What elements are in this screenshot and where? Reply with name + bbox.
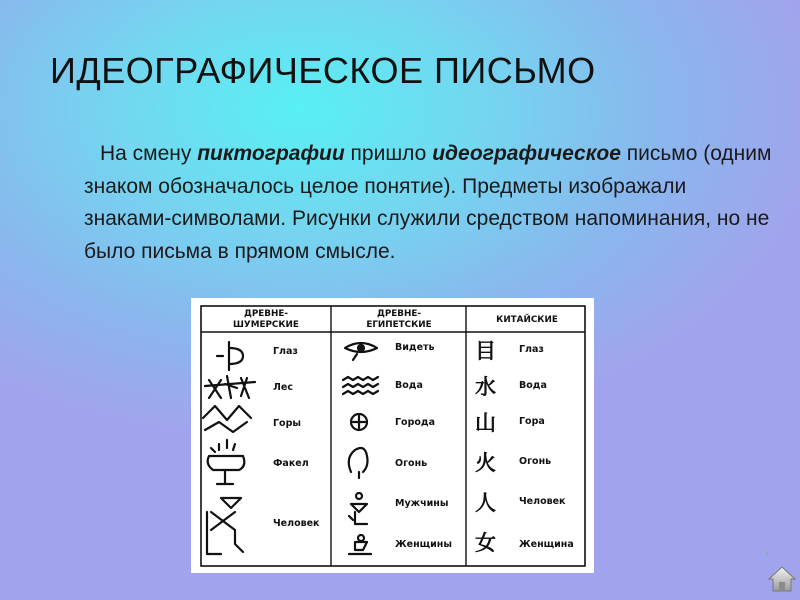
egyptian-women-glyph <box>349 535 371 554</box>
egyptian-eye-glyph <box>345 343 377 360</box>
egyptian-label-4: Огонь <box>395 458 428 469</box>
egyptian-fire-glyph <box>349 448 368 478</box>
sumerian-forest-glyph <box>205 376 255 398</box>
egyptian-label-6: Женщины <box>395 539 452 550</box>
chinese-label-6: Женщина <box>519 539 574 550</box>
chinese-char-1: 目 <box>475 339 496 363</box>
header-chinese: КИТАЙСКИЕ <box>496 315 558 325</box>
body-paragraph <box>84 138 774 268</box>
home-icon <box>766 563 798 595</box>
chinese-label-3: Гора <box>519 416 545 427</box>
emphasis-pictography: пиктографии <box>197 142 345 165</box>
sumerian-man-glyph <box>207 498 243 554</box>
chinese-char-4: 火 <box>475 451 496 475</box>
sumerian-torch-glyph <box>208 440 245 484</box>
sumerian-label-4: Факел <box>273 458 309 469</box>
writing-comparison-table <box>191 298 594 573</box>
chinese-label-4: Огонь <box>519 456 552 467</box>
home-button[interactable] <box>766 563 798 595</box>
header-sumerian-line2: ШУМЕРСКИЕ <box>233 320 299 330</box>
sumerian-label-3: Горы <box>273 418 301 429</box>
text-part-1: На смену <box>100 142 198 165</box>
sumerian-label-1: Глаз <box>273 346 298 357</box>
chinese-char-3: 山 <box>475 411 496 435</box>
header-sumerian-line1: ДРЕВНЕ- <box>243 309 289 319</box>
header-egyptian-line1: ДРЕВНЕ- <box>376 309 422 319</box>
sumerian-mountains-glyph <box>203 406 251 432</box>
egyptian-label-3: Города <box>395 417 435 428</box>
chinese-label-2: Вода <box>519 380 547 391</box>
text-part-2: пришло <box>344 142 433 165</box>
chinese-char-5: 人 <box>475 491 496 515</box>
egyptian-label-5: Мужчины <box>395 498 449 509</box>
sumerian-label-5: Человек <box>273 518 320 529</box>
egyptian-water-glyph <box>343 377 378 394</box>
decorative-dot <box>766 553 768 555</box>
chinese-char-2: 水 <box>475 375 496 399</box>
sumerian-label-2: Лес <box>273 382 293 393</box>
chinese-char-6: 女 <box>475 531 496 555</box>
chinese-label-5: Человек <box>519 496 566 507</box>
header-egyptian-line2: ЕГИПЕТСКИЕ <box>366 320 432 330</box>
sumerian-eye-glyph <box>217 342 243 370</box>
egyptian-men-glyph <box>349 493 367 524</box>
egyptian-city-glyph <box>351 414 367 430</box>
egyptian-label-2: Вода <box>395 380 423 391</box>
egyptian-label-1: Видеть <box>395 342 435 353</box>
slide-title: ИДЕОГРАФИЧЕСКОЕ ПИСЬМО <box>50 50 596 91</box>
text-part-3: письмо (одним знаком обозначалось целое понятие). Предметы изображали знаками-символами. Рисунки служили средством напоминания, но не было письма в прямом смысле. <box>84 142 772 263</box>
emphasis-ideographic: идеографическое <box>432 142 621 165</box>
chinese-label-1: Глаз <box>519 344 544 355</box>
